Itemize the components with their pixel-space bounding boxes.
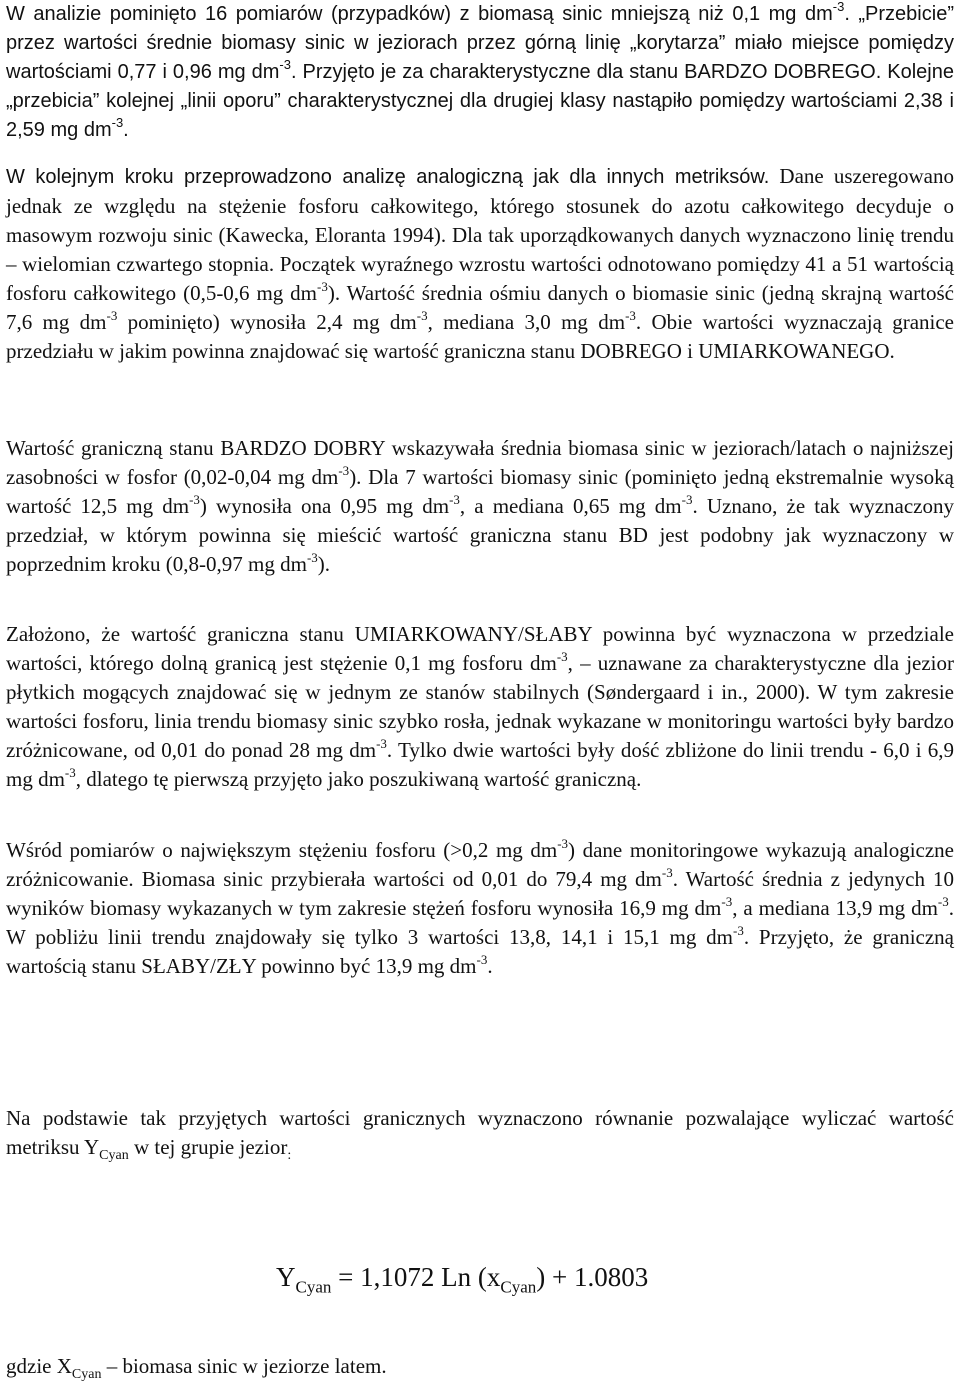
superscript: -3 [338,463,350,478]
superscript: -3 [681,492,693,507]
text-run: . [487,954,493,978]
superscript: -3 [111,115,124,131]
text-run: . W pobliżu linii trendu znajdowały się tylko 3 wartości 13,8, 14,1 i 15,1 mg dm [6,896,955,949]
paragraph-5 [6,836,954,981]
text-run: Wśród pomiarów o największym stężeniu fosforu (>0,2 mg dm [6,838,558,862]
superscript: -3 [556,649,568,664]
paragraph-1 [6,0,954,145]
superscript: -3 [449,492,460,507]
paragraph-7 [6,1352,387,1381]
superscript: -3 [106,308,118,323]
text-run: ). Dla 7 wartości biomasy sinic (pominięto jedną ekstremalnie wysoką wartość 12,5 mg dm [6,465,954,518]
superscript: -3 [733,923,744,938]
superscript: -3 [557,836,569,851]
equation-text: ) + 1.0803 [536,1262,649,1292]
superscript: -3 [64,765,76,780]
text-run: pominięto) wynosiła 2,4 mg dm [117,310,417,334]
superscript: -3 [416,308,428,323]
paragraph-6 [6,1104,954,1162]
paragraph-2 [6,162,954,366]
subscript: Cyan [71,1367,102,1383]
superscript: -3 [721,894,733,909]
text-run: gdzie X [6,1354,72,1378]
text-run: Dane uszeregowano jednak ze względu na stężenie fosforu całkowitego, którego stosunek do azotu całkowitego decyduje o masowym rozwoju sinic (Kawecka, Eloranta 1994). Dla tak uporządkowanych danych wyznaczono linię trendu – wielomian czwartego stopnia. Początek wyraźnego wzrostu wartości odnotowano pomiędzy 41 a 51 wartością fosforu całkowitego (0,5-0,6 mg dm [6,164,954,305]
superscript: -3 [832,0,845,15]
subscript: Cyan [500,1277,537,1297]
equation-symbol: Y [276,1262,296,1292]
superscript: -3 [661,865,673,880]
text-run: ) dane monitoringowe wykazują analogiczne zróżnicowanie. Biomasa sinic przybierała wartości od 0,01 do 79,4 mg dm [6,838,955,891]
superscript: -3 [625,308,636,323]
superscript: -3 [189,492,200,507]
subscript: : [287,1148,292,1164]
superscript: -3 [306,550,318,565]
text-run: Na podstawie tak przyjętych wartości granicznych wyznaczono równanie pozwalające wyliczać wartość metriksu Y [6,1106,954,1159]
text-run: . Wartość średnia z jedynych 10 wyników biomasy wykazanych w tym zakresie stężeń fosforu wynosiła 16,9 mg dm [6,867,954,920]
superscript: -3 [317,279,328,294]
text-run: Wartość graniczną stanu BARDZO DOBRY wskazywała średnia biomasa sinic w jeziorach/latach o najniższej zasobności w fosfor (0,02-0,04 mg dm [6,436,954,489]
text-run: . Tylko dwie wartości były dość zbliżone do linii trendu - 6,0 i 6,9 mg dm [6,738,954,791]
text-run: , a mediana 0,65 mg dm [459,494,682,518]
text-run: , dlatego tę pierwszą przyjęto jako poszukiwaną wartość graniczną. [75,767,642,791]
text-run: w tej grupie jezior [128,1135,288,1159]
text-run: . Przyjęto je za charakterystyczne dla stanu BARDZO DOBREGO. Kolejne „przebicia” kolejnej „linii oporu” charakterystycznej dla drugiej klasy nastąpiło pomiędzy wartościami 2,38 i 2,59 mg dm [6,61,954,141]
text-run: – biomasa sinic w jeziorze latem. [101,1354,387,1378]
subscript: Cyan [295,1277,332,1297]
text-run: ). [317,552,331,576]
text-run: . Przyjęto, że graniczną wartością stanu SŁABY/ZŁY powinno być 13,9 mg dm [6,925,954,978]
subscript: Cyan [99,1148,129,1164]
text-run: . Obie wartości wyznaczają granice przedziału w jakim powinna znajdować się wartość graniczna stanu DOBREGO i UMIARKOWANEGO. [6,310,955,363]
superscript: -3 [279,57,291,73]
text-run: . Uznano, że tak wyznaczony przedział, w którym powinna się mieścić wartość graniczna stanu BD jest podobny jak wyznaczony w poprzednim kroku (0,8-0,97 mg dm [6,494,955,576]
text-run: W analizie pominięto 16 pomiarów (przypadków) z biomasą sinic mniejszą niż 0,1 mg dm [6,3,833,25]
text-run: , – uznawane za charakterystyczne dla jezior płytkich mogących znajdować się w jednym ze stanów stabilnych (Søndergaard i in., 2000). W tym zakresie wartości fosforu, linia trendu biomasy sinic szybko rosła, jednak wykazane w monitoringu wartości były bardzo zróżnicowane, od 0,01 do ponad 28 mg dm [6,651,955,762]
equation [276,1262,649,1297]
text-run: ). Wartość średnia ośmiu danych o biomasie sinic (jedną skrajną wartość 7,6 mg dm [6,281,954,334]
text-run: W kolejnym kroku przeprowadzono analizę analogiczną jak dla innych metriksów. [6,166,770,188]
text-run: . „Przebicie” przez wartości średnie biomasy sinic w jeziorach przez górną linię „korytarza” miało miejsce pomiędzy wartościami 0,77 i 0,96 mg dm [6,3,954,83]
paragraph-4 [6,620,954,794]
text-run: , a mediana 13,9 mg dm [732,896,938,920]
superscript: -3 [376,736,387,751]
text-run: , mediana 3,0 mg dm [427,310,626,334]
superscript: -3 [476,952,488,967]
text-run: . [123,119,129,141]
equation-text: = 1,1072 Ln (x [331,1262,501,1292]
text-run: ) wynosiła ona 0,95 mg dm [199,494,450,518]
text-run: Założono, że wartość graniczna stanu UMIARKOWANY/SŁABY powinna być wyznaczona w przedziale wartości, którego dolną granicą jest stężenie 0,1 mg fosforu dm [6,622,954,675]
superscript: -3 [937,894,949,909]
paragraph-3 [6,434,954,579]
